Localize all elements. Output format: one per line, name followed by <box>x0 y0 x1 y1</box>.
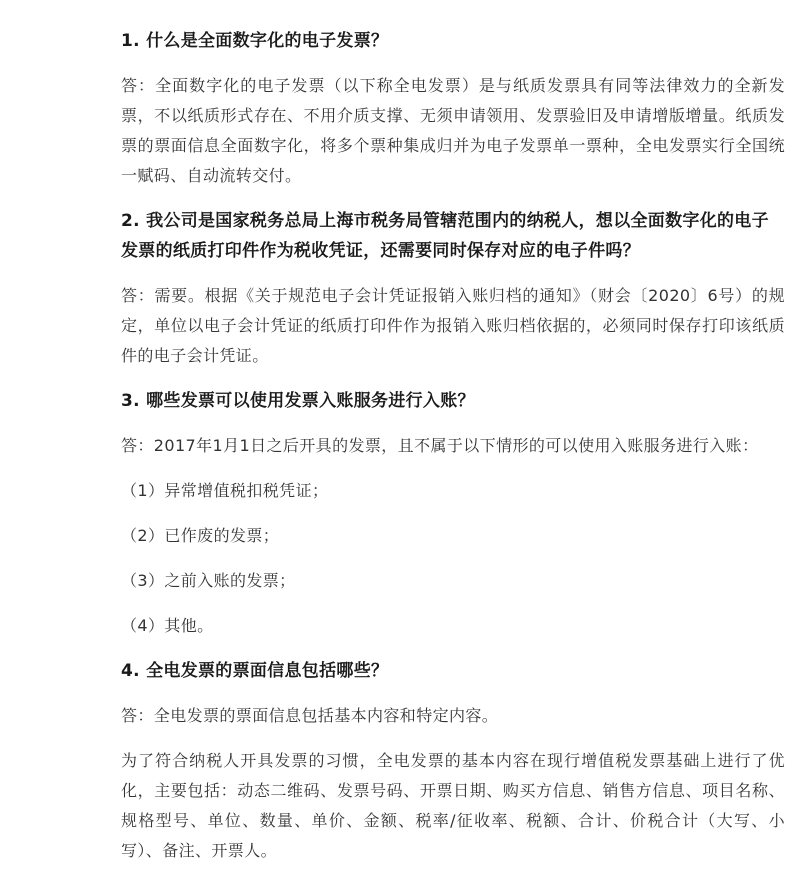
question-4: 4. 全电发票的票面信息包括哪些？ <box>121 661 389 681</box>
answer-4-detail: 为了符合纳税人开具发票的习惯，全电发票的基本内容在现行增值税发票基础上进行了优化，主要包括：动态二维码、发票号码、开票日期、购买方信息、销售方信息、项目名称、规格型号、单位、数量、单价、金额、税率/征收率、税额、合计、价税合计（大写、小写）、备注、开票人。 <box>121 751 785 860</box>
answer-3: 答：2017年1月1日之后开具的发票，且不属于以下情形的可以使用入账服务进行入账： <box>121 436 759 455</box>
answer-3-item-1: （1）异常增值税扣税凭证； <box>121 481 329 500</box>
answer-3-item-2: （2）已作废的发票； <box>121 526 280 545</box>
answer-3-item-3: （3）之前入账的发票； <box>121 571 296 590</box>
question-2: 2. 我公司是国家税务总局上海市税务局管辖范围内的纳税人，想以全面数字化的电子发票的纸质打印件作为税收凭证，还需要同时保存对应的电子件吗？ <box>121 211 769 261</box>
question-3: 3. 哪些发票可以使用发票入账服务进行入账？ <box>121 391 475 411</box>
question-1: 1. 什么是全面数字化的电子发票？ <box>121 31 389 51</box>
answer-2: 答：需要。根据《关于规范电子会计凭证报销入账归档的通知》（财会〔2020〕6号）的规定，单位以电子会计凭证的纸质打印件作为报销入账归档依据的，必须同时保存打印该纸质件的电子会计凭证。 <box>121 286 785 365</box>
answer-3-item-4: （4）其他。 <box>121 616 214 635</box>
answer-4: 答：全电发票的票面信息包括基本内容和特定内容。 <box>121 706 499 725</box>
answer-1: 答：全面数字化的电子发票（以下称全电发票）是与纸质发票具有同等法律效力的全新发票，不以纸质形式存在、不用介质支撑、无须申请领用、发票验旧及申请增版增量。纸质发票的票面信息全面数字化，将多个票种集成归并为电子发票单一票种，全电发票实行全国统一赋码、自动流转交付。 <box>121 76 785 185</box>
faq-article <box>121 26 785 866</box>
